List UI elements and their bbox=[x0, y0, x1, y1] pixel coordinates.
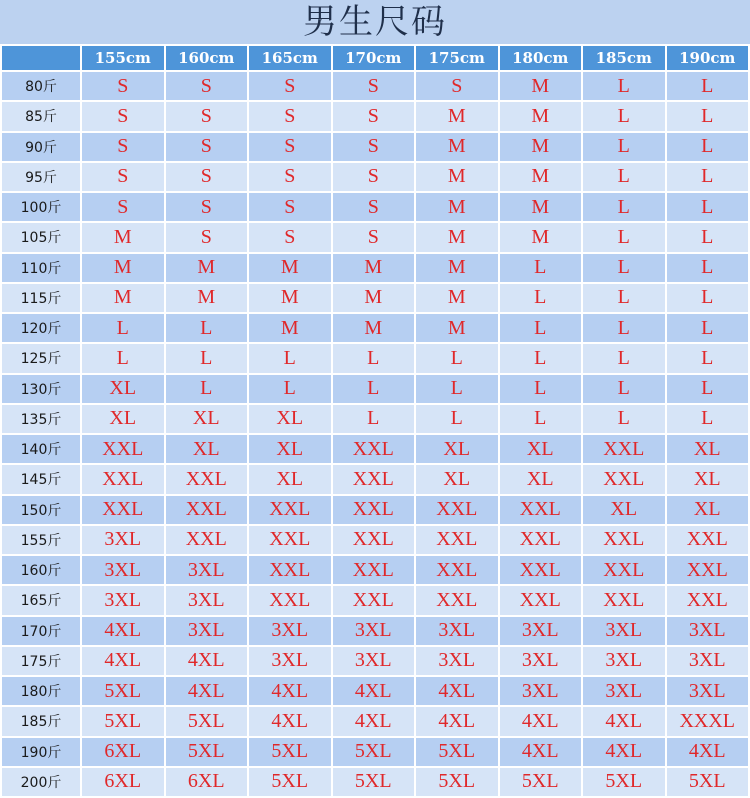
size-cell: L bbox=[583, 344, 665, 372]
size-cell: XXL bbox=[583, 435, 665, 463]
size-cell: S bbox=[416, 72, 498, 100]
size-cell: XXL bbox=[667, 586, 749, 614]
size-cell: L bbox=[166, 344, 248, 372]
height-header: 185cm bbox=[583, 46, 665, 70]
size-cell: L bbox=[583, 405, 665, 433]
size-cell: XXL bbox=[166, 526, 248, 554]
height-header: 165cm bbox=[249, 46, 331, 70]
size-cell: 4XL bbox=[82, 647, 164, 675]
size-cell: S bbox=[249, 133, 331, 161]
size-cell: XXL bbox=[333, 435, 415, 463]
size-cell: L bbox=[667, 72, 749, 100]
table-row bbox=[2, 707, 748, 735]
size-cell: S bbox=[249, 193, 331, 221]
size-cell: 3XL bbox=[82, 586, 164, 614]
weight-label: 140斤 bbox=[2, 435, 80, 463]
size-cell: S bbox=[166, 163, 248, 191]
size-cell: 5XL bbox=[416, 738, 498, 766]
size-cell: 6XL bbox=[82, 768, 164, 796]
size-cell: M bbox=[333, 284, 415, 312]
size-cell: L bbox=[583, 314, 665, 342]
size-cell: M bbox=[500, 133, 582, 161]
size-cell: M bbox=[333, 314, 415, 342]
size-cell: XL bbox=[82, 375, 164, 403]
size-cell: S bbox=[82, 193, 164, 221]
chart-title: 男生尺码 bbox=[0, 0, 750, 44]
size-cell: L bbox=[333, 375, 415, 403]
size-cell: S bbox=[333, 72, 415, 100]
size-cell: L bbox=[583, 102, 665, 130]
corner-cell bbox=[2, 46, 80, 70]
size-cell: XXL bbox=[500, 556, 582, 584]
size-cell: L bbox=[667, 375, 749, 403]
size-cell: M bbox=[416, 193, 498, 221]
size-cell: S bbox=[333, 102, 415, 130]
size-cell: XL bbox=[583, 496, 665, 524]
size-cell: XXL bbox=[583, 556, 665, 584]
size-cell: L bbox=[166, 314, 248, 342]
weight-label: 85斤 bbox=[2, 102, 80, 130]
size-cell: M bbox=[82, 284, 164, 312]
size-cell: S bbox=[82, 102, 164, 130]
size-cell: L bbox=[500, 405, 582, 433]
weight-label: 160斤 bbox=[2, 556, 80, 584]
size-cell: 4XL bbox=[416, 707, 498, 735]
size-cell: L bbox=[583, 163, 665, 191]
table-row bbox=[2, 768, 748, 796]
size-cell: XXL bbox=[500, 586, 582, 614]
size-cell: XXL bbox=[500, 496, 582, 524]
size-cell: 4XL bbox=[333, 707, 415, 735]
size-cell: 3XL bbox=[583, 677, 665, 705]
size-cell: XL bbox=[166, 405, 248, 433]
size-cell: 5XL bbox=[82, 707, 164, 735]
size-cell: L bbox=[500, 344, 582, 372]
size-cell: L bbox=[583, 193, 665, 221]
size-cell: XXXL bbox=[667, 707, 749, 735]
size-cell: 3XL bbox=[500, 677, 582, 705]
size-cell: L bbox=[583, 133, 665, 161]
size-cell: XL bbox=[249, 435, 331, 463]
size-cell: L bbox=[667, 133, 749, 161]
size-cell: L bbox=[583, 375, 665, 403]
weight-label: 115斤 bbox=[2, 284, 80, 312]
size-cell: XL bbox=[416, 465, 498, 493]
size-cell: 6XL bbox=[82, 738, 164, 766]
table-row bbox=[2, 193, 748, 221]
size-cell: 4XL bbox=[500, 707, 582, 735]
size-cell: 3XL bbox=[249, 617, 331, 645]
size-cell: 5XL bbox=[249, 768, 331, 796]
size-cell: S bbox=[82, 133, 164, 161]
size-cell: L bbox=[500, 375, 582, 403]
size-cell: 3XL bbox=[583, 617, 665, 645]
size-cell: 3XL bbox=[249, 647, 331, 675]
table-row bbox=[2, 617, 748, 645]
size-cell: L bbox=[82, 314, 164, 342]
size-cell: XL bbox=[667, 435, 749, 463]
size-cell: 3XL bbox=[667, 647, 749, 675]
size-cell: M bbox=[249, 314, 331, 342]
weight-label: 180斤 bbox=[2, 677, 80, 705]
height-header: 155cm bbox=[82, 46, 164, 70]
size-cell: 5XL bbox=[166, 738, 248, 766]
size-cell: M bbox=[416, 284, 498, 312]
size-cell: L bbox=[416, 405, 498, 433]
size-cell: S bbox=[82, 72, 164, 100]
size-cell: 3XL bbox=[500, 647, 582, 675]
size-cell: M bbox=[416, 254, 498, 282]
size-cell: M bbox=[166, 254, 248, 282]
size-cell: L bbox=[416, 375, 498, 403]
size-cell: XL bbox=[667, 465, 749, 493]
size-cell: L bbox=[667, 405, 749, 433]
size-cell: XXL bbox=[583, 465, 665, 493]
size-cell: 4XL bbox=[667, 738, 749, 766]
size-cell: L bbox=[667, 193, 749, 221]
size-cell: M bbox=[416, 163, 498, 191]
size-cell: L bbox=[667, 223, 749, 251]
size-cell: XXL bbox=[333, 526, 415, 554]
size-cell: XL bbox=[82, 405, 164, 433]
size-cell: 3XL bbox=[416, 617, 498, 645]
size-cell: L bbox=[583, 284, 665, 312]
table-row bbox=[2, 647, 748, 675]
size-cell: M bbox=[416, 133, 498, 161]
size-cell: S bbox=[333, 133, 415, 161]
size-cell: XXL bbox=[82, 435, 164, 463]
size-cell: 3XL bbox=[667, 677, 749, 705]
size-cell: XL bbox=[500, 465, 582, 493]
height-header: 160cm bbox=[166, 46, 248, 70]
size-cell: XL bbox=[416, 435, 498, 463]
size-cell: 4XL bbox=[500, 738, 582, 766]
size-cell: XL bbox=[667, 496, 749, 524]
weight-label: 145斤 bbox=[2, 465, 80, 493]
size-cell: M bbox=[249, 284, 331, 312]
weight-label: 90斤 bbox=[2, 133, 80, 161]
weight-label: 165斤 bbox=[2, 586, 80, 614]
size-cell: XXL bbox=[166, 465, 248, 493]
size-table-body bbox=[2, 72, 748, 796]
table-row bbox=[2, 405, 748, 433]
table-row bbox=[2, 254, 748, 282]
weight-label: 100斤 bbox=[2, 193, 80, 221]
size-cell: S bbox=[249, 72, 331, 100]
height-header: 170cm bbox=[333, 46, 415, 70]
size-table bbox=[0, 44, 750, 798]
table-row bbox=[2, 586, 748, 614]
table-row bbox=[2, 163, 748, 191]
size-cell: 5XL bbox=[500, 768, 582, 796]
size-cell: XXL bbox=[583, 526, 665, 554]
size-cell: XXL bbox=[416, 526, 498, 554]
size-cell: 4XL bbox=[416, 677, 498, 705]
size-cell: 3XL bbox=[166, 617, 248, 645]
size-cell: XL bbox=[249, 465, 331, 493]
height-header: 180cm bbox=[500, 46, 582, 70]
size-cell: L bbox=[583, 72, 665, 100]
size-cell: XXL bbox=[416, 556, 498, 584]
size-cell: L bbox=[500, 284, 582, 312]
size-cell: 6XL bbox=[166, 768, 248, 796]
size-cell: L bbox=[667, 163, 749, 191]
size-cell: XXL bbox=[416, 496, 498, 524]
weight-label: 185斤 bbox=[2, 707, 80, 735]
size-cell: 4XL bbox=[166, 677, 248, 705]
size-cell: S bbox=[333, 223, 415, 251]
size-cell: XXL bbox=[333, 556, 415, 584]
size-cell: L bbox=[249, 375, 331, 403]
weight-label: 105斤 bbox=[2, 223, 80, 251]
weight-label: 130斤 bbox=[2, 375, 80, 403]
size-cell: 3XL bbox=[583, 647, 665, 675]
size-cell: S bbox=[249, 102, 331, 130]
size-cell: 4XL bbox=[166, 647, 248, 675]
size-cell: L bbox=[667, 344, 749, 372]
size-cell: XXL bbox=[333, 465, 415, 493]
weight-label: 95斤 bbox=[2, 163, 80, 191]
size-cell: L bbox=[583, 223, 665, 251]
size-cell: 3XL bbox=[333, 617, 415, 645]
size-cell: 5XL bbox=[249, 738, 331, 766]
size-cell: 3XL bbox=[82, 526, 164, 554]
size-cell: 5XL bbox=[333, 738, 415, 766]
size-cell: 5XL bbox=[82, 677, 164, 705]
size-cell: L bbox=[583, 254, 665, 282]
size-cell: M bbox=[82, 223, 164, 251]
size-cell: S bbox=[166, 72, 248, 100]
size-cell: S bbox=[333, 163, 415, 191]
table-row bbox=[2, 738, 748, 766]
table-row bbox=[2, 314, 748, 342]
size-cell: 3XL bbox=[416, 647, 498, 675]
table-row bbox=[2, 435, 748, 463]
size-cell: S bbox=[166, 133, 248, 161]
size-cell: XL bbox=[166, 435, 248, 463]
size-cell: L bbox=[166, 375, 248, 403]
size-cell: M bbox=[500, 72, 582, 100]
size-cell: 3XL bbox=[166, 556, 248, 584]
size-cell: 3XL bbox=[166, 586, 248, 614]
size-cell: L bbox=[500, 254, 582, 282]
size-cell: M bbox=[500, 193, 582, 221]
size-cell: 5XL bbox=[333, 768, 415, 796]
table-row bbox=[2, 526, 748, 554]
table-row bbox=[2, 496, 748, 524]
size-cell: XL bbox=[249, 405, 331, 433]
size-cell: XXL bbox=[667, 556, 749, 584]
size-cell: L bbox=[333, 344, 415, 372]
size-cell: XXL bbox=[583, 586, 665, 614]
size-cell: 3XL bbox=[500, 617, 582, 645]
weight-label: 80斤 bbox=[2, 72, 80, 100]
size-cell: L bbox=[667, 284, 749, 312]
header-row bbox=[2, 46, 748, 70]
table-row bbox=[2, 102, 748, 130]
size-cell: XXL bbox=[82, 465, 164, 493]
size-cell: M bbox=[82, 254, 164, 282]
size-cell: 3XL bbox=[82, 556, 164, 584]
size-cell: L bbox=[667, 314, 749, 342]
size-cell: XXL bbox=[333, 496, 415, 524]
size-cell: 4XL bbox=[249, 677, 331, 705]
size-cell: 5XL bbox=[667, 768, 749, 796]
size-cell: 4XL bbox=[82, 617, 164, 645]
size-cell: M bbox=[500, 223, 582, 251]
size-cell: XXL bbox=[249, 586, 331, 614]
table-row bbox=[2, 375, 748, 403]
size-cell: XXL bbox=[166, 496, 248, 524]
size-cell: L bbox=[667, 254, 749, 282]
size-cell: XXL bbox=[249, 556, 331, 584]
size-cell: XXL bbox=[249, 526, 331, 554]
size-cell: S bbox=[82, 163, 164, 191]
size-cell: L bbox=[416, 344, 498, 372]
size-cell: XXL bbox=[249, 496, 331, 524]
size-cell: XXL bbox=[82, 496, 164, 524]
weight-label: 120斤 bbox=[2, 314, 80, 342]
weight-label: 110斤 bbox=[2, 254, 80, 282]
size-cell: 4XL bbox=[249, 707, 331, 735]
size-cell: M bbox=[500, 102, 582, 130]
size-cell: S bbox=[166, 102, 248, 130]
size-cell: 5XL bbox=[166, 707, 248, 735]
table-row bbox=[2, 72, 748, 100]
size-cell: S bbox=[166, 193, 248, 221]
size-cell: 3XL bbox=[333, 647, 415, 675]
size-cell: S bbox=[333, 193, 415, 221]
size-cell: L bbox=[500, 314, 582, 342]
weight-label: 200斤 bbox=[2, 768, 80, 796]
table-row bbox=[2, 677, 748, 705]
table-row bbox=[2, 284, 748, 312]
size-cell: 5XL bbox=[583, 768, 665, 796]
size-cell: S bbox=[249, 223, 331, 251]
weight-label: 155斤 bbox=[2, 526, 80, 554]
size-cell: M bbox=[416, 102, 498, 130]
size-cell: M bbox=[500, 163, 582, 191]
size-cell: L bbox=[249, 344, 331, 372]
size-cell: L bbox=[333, 405, 415, 433]
size-cell: L bbox=[667, 102, 749, 130]
table-row bbox=[2, 133, 748, 161]
size-cell: 4XL bbox=[333, 677, 415, 705]
size-cell: 3XL bbox=[667, 617, 749, 645]
table-row bbox=[2, 465, 748, 493]
weight-label: 175斤 bbox=[2, 647, 80, 675]
size-cell: XXL bbox=[416, 586, 498, 614]
table-row bbox=[2, 223, 748, 251]
size-cell: M bbox=[416, 223, 498, 251]
size-cell: XL bbox=[500, 435, 582, 463]
weight-label: 150斤 bbox=[2, 496, 80, 524]
size-cell: XXL bbox=[333, 586, 415, 614]
height-header: 175cm bbox=[416, 46, 498, 70]
table-row bbox=[2, 344, 748, 372]
size-cell: XXL bbox=[667, 526, 749, 554]
size-cell: M bbox=[166, 284, 248, 312]
weight-label: 135斤 bbox=[2, 405, 80, 433]
size-cell: XXL bbox=[500, 526, 582, 554]
size-cell: 4XL bbox=[583, 707, 665, 735]
height-header: 190cm bbox=[667, 46, 749, 70]
weight-label: 170斤 bbox=[2, 617, 80, 645]
size-cell: M bbox=[416, 314, 498, 342]
size-cell: M bbox=[249, 254, 331, 282]
size-cell: S bbox=[249, 163, 331, 191]
size-cell: 4XL bbox=[583, 738, 665, 766]
size-cell: S bbox=[166, 223, 248, 251]
size-cell: 5XL bbox=[416, 768, 498, 796]
size-cell: L bbox=[82, 344, 164, 372]
table-row bbox=[2, 556, 748, 584]
weight-label: 190斤 bbox=[2, 738, 80, 766]
weight-label: 125斤 bbox=[2, 344, 80, 372]
size-cell: M bbox=[333, 254, 415, 282]
